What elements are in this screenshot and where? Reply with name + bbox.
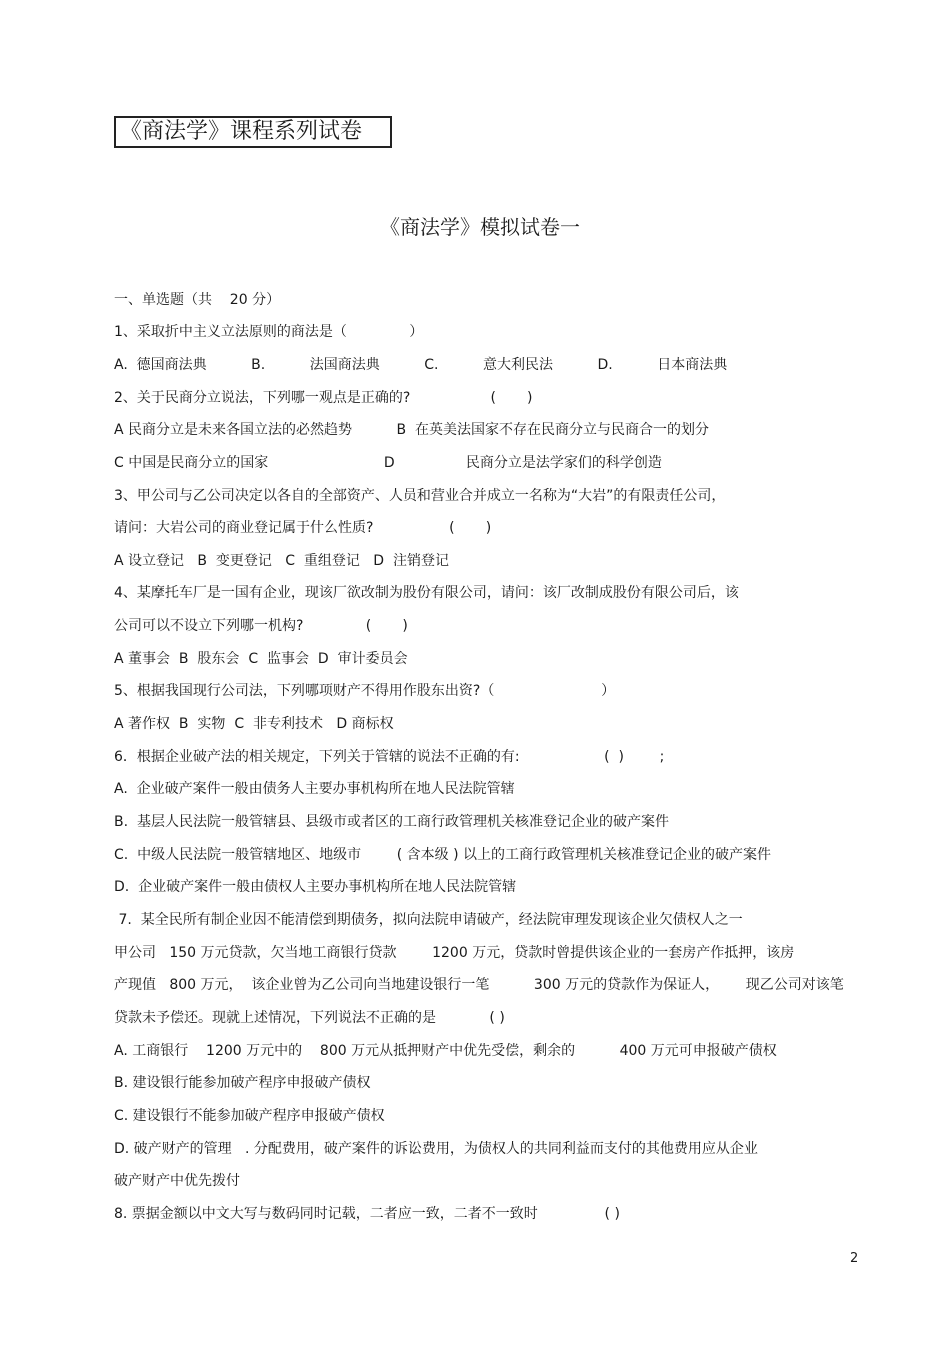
question-2-options-ab: A 民商分立是未来各国立法的必然趋势 B 在英美法国家不存在民商分立与民商合一的划分 [114, 422, 710, 438]
section-heading: 一、单选题（共 20 分） [114, 292, 281, 308]
question-7-option-d-line-2: 破产财产中优先拨付 [114, 1173, 240, 1189]
question-5: 5、根据我国现行公司法，下列哪项财产不得用作股东出资?（ ） [114, 683, 616, 699]
question-6-option-d: D. 企业破产案件一般由债权人主要办事机构所在地人民法院管辖 [114, 879, 517, 895]
question-7-option-c: C. 建设银行不能参加破产程序申报破产债权 [114, 1108, 385, 1124]
question-7-option-d-line-1: D. 破产财产的管理 . 分配费用，破产案件的诉讼费用，为债权人的共同利益而支付的其他费用应从企业 [114, 1141, 758, 1157]
question-7-line-2: 甲公司 150 万元贷款，欠当地工商银行贷款 1200 万元，贷款时曾提供该企业的一套房产作抵押，该房 [114, 945, 795, 961]
question-1: 1、采取折中主义立法原则的商法是（ ） [114, 324, 424, 340]
question-7-option-a: A. 工商银行 1200 万元中的 800 万元从抵押财产中优先受偿，剩余的 400 万元可申报破产债权 [114, 1043, 777, 1059]
page-number: 2 [850, 1251, 859, 1266]
question-5-options: A 著作权 B 实物 C 非专利技术 D 商标权 [114, 716, 394, 732]
question-1-options: A. 德国商法典 B. 法国商法典 C. 意大利民法 D. 日本商法典 [114, 357, 728, 373]
question-6: 6．根据企业破产法的相关规定，下列关于管辖的说法不正确的有: ( ) ; [114, 749, 665, 765]
question-4-line-1: 4、某摩托车厂是一国有企业，现该厂欲改制为股份有限公司，请问：该厂改制成股份有限公司后，该 [114, 585, 739, 601]
question-7-line-1: 7. 某全民所有制企业因不能清偿到期债务，拟向法院申请破产，经法院审理发现该企业欠债权人之一 [114, 912, 743, 928]
question-8: 8. 票据金额以中文大写与数码同时记载，二者应一致，二者不一致时 ( ) [114, 1206, 620, 1222]
question-4-line-2: 公司可以不设立下列哪一机构? ( ) [114, 618, 408, 634]
question-3-line-1: 3、甲公司与乙公司决定以各自的全部资产、人员和营业合并成立一名称为“大岩”的有限责任公司， [114, 488, 726, 504]
question-2-options-cd: C 中国是民商分立的国家 D 民商分立是法学家们的科学创造 [114, 455, 662, 471]
question-6-option-b: B. 基层人民法院一般管辖县、县级市或者区的工商行政管理机关核准登记企业的破产案件 [114, 814, 669, 830]
question-4-options: A 董事会 B 股东会 C 监事会 D 审计委员会 [114, 651, 408, 667]
question-3-line-2: 请问：大岩公司的商业登记属于什么性质? ( ) [114, 520, 492, 536]
question-3-options: A 设立登记 B 变更登记 C 重组登记 D 注销登记 [114, 553, 449, 569]
question-7-option-b: B. 建设银行能参加破产程序申报破产债权 [114, 1075, 371, 1091]
question-6-option-a: A. 企业破产案件一般由债务人主要办事机构所在地人民法院管辖 [114, 781, 515, 797]
question-2: 2、关于民商分立说法，下列哪一观点是正确的? ( ) [114, 390, 533, 406]
exam-title: 《商法学》模拟试卷一 [380, 215, 580, 239]
question-6-option-c: C. 中级人民法院一般管辖地区、地级市 ( 含本级 ) 以上的工商行政管理机关核准登记企业的破产案件 [114, 847, 771, 863]
series-title-box: 《商法学》课程系列试卷 [114, 116, 392, 148]
question-7-line-3: 产现值 800 万元， 该企业曾为乙公司向当地建设银行一笔 300 万元的贷款作为保证人， 现乙公司对该笔 [114, 977, 844, 993]
question-7-line-4: 贷款未予偿还。现就上述情况，下列说法不正确的是 ( ) [114, 1010, 505, 1026]
